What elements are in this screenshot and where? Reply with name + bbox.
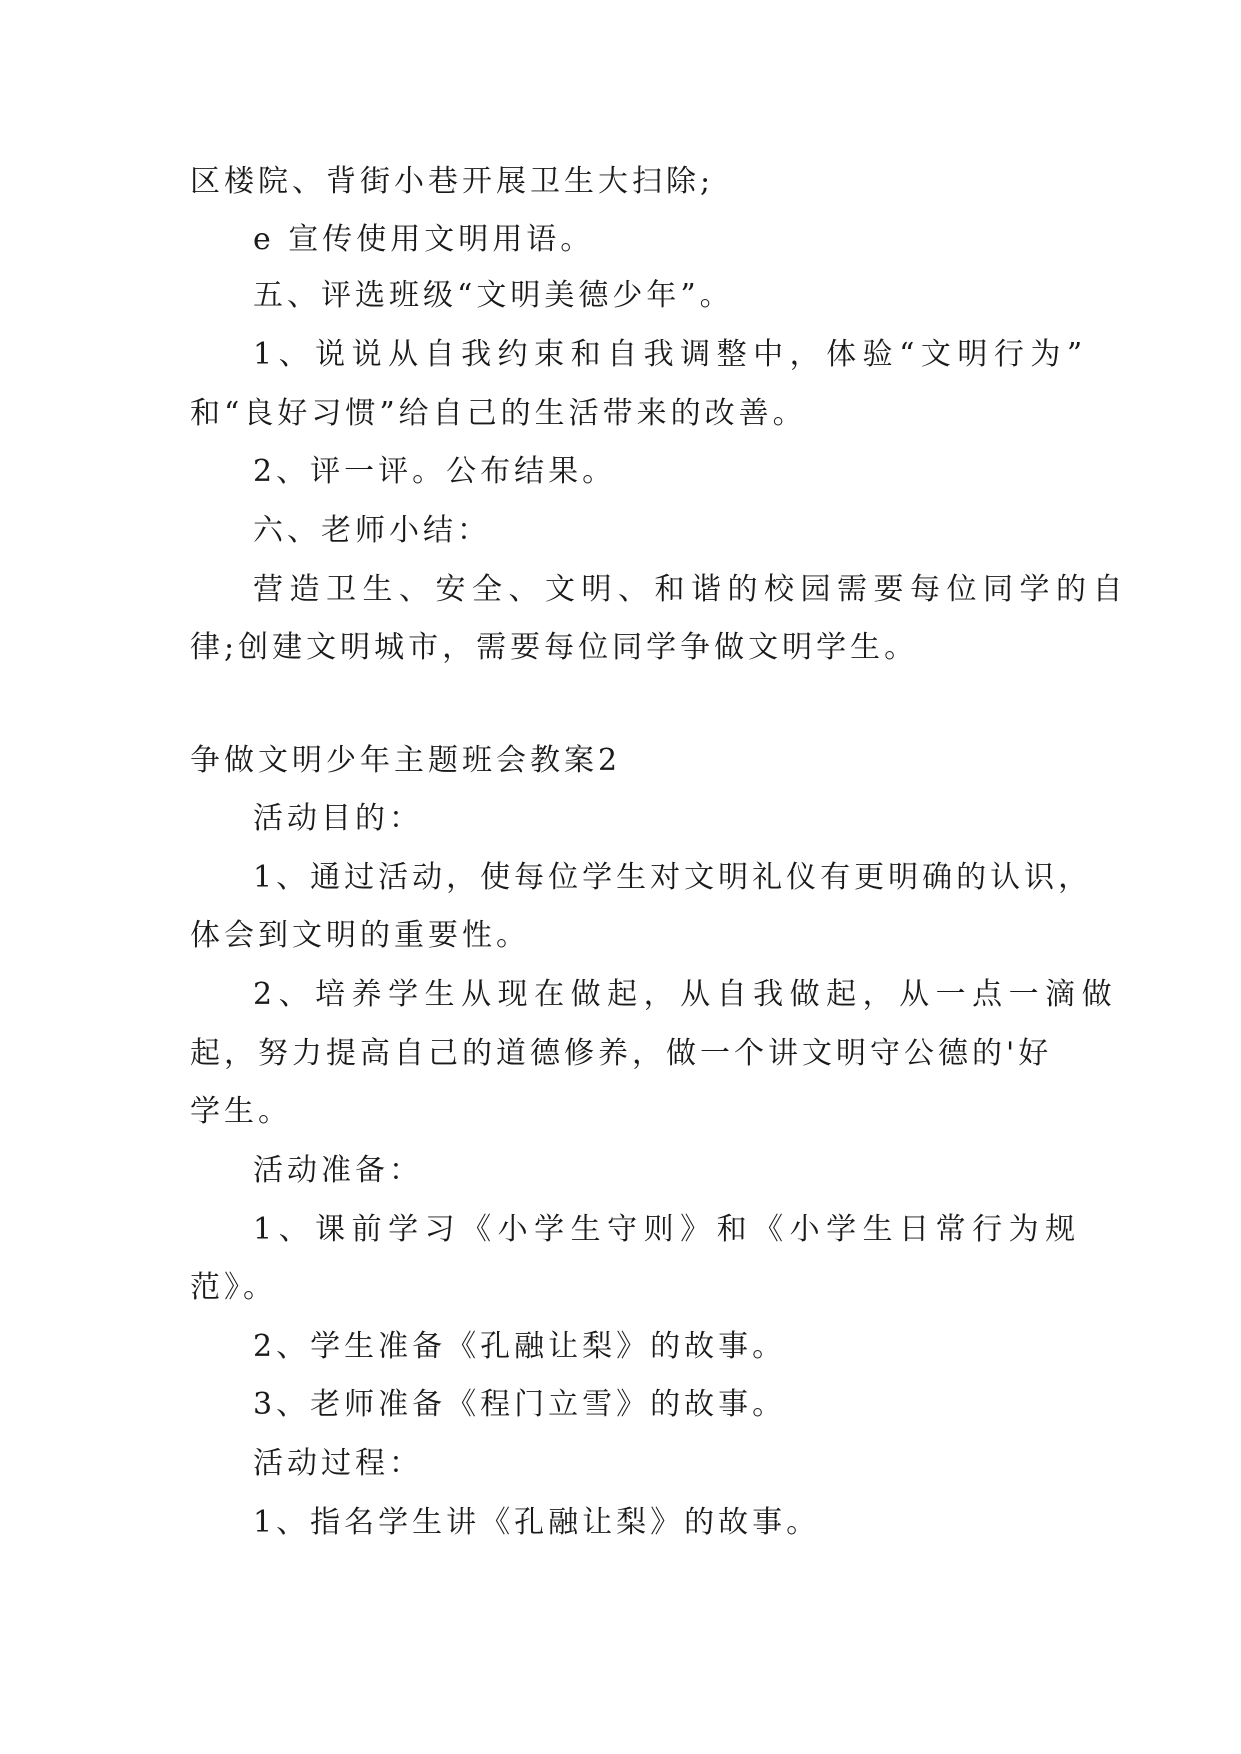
document-title: 争做文明少年主题班会教案2 (190, 743, 622, 778)
paragraph-line: 1、通过活动，使每位学生对文明礼仪有更明确的认识， (253, 860, 1093, 895)
paragraph-line: 律;创建文明城市，需要每位同学争做文明学生。 (190, 630, 919, 665)
section-heading: 活动过程： (253, 1446, 423, 1481)
paragraph-line: 营造卫生、安全、文明、和谐的校园需要每位同学的自 (253, 572, 1129, 607)
paragraph-line: 2、培养学生从现在做起，从自我做起，从一点一滴做 (253, 977, 1119, 1012)
paragraph-line: 和“良好习惯”给自己的生活带来的改善。 (190, 396, 807, 431)
paragraph-line: 起，努力提高自己的道德修养，做一个讲文明守公德的'好 (190, 1036, 1053, 1071)
paragraph-line: 学生。 (190, 1094, 292, 1129)
section-heading: 活动准备： (253, 1153, 423, 1188)
paragraph-line: 1、说说从自我约束和自我调整中，体验“文明行为” (253, 337, 1089, 372)
paragraph-line: e 宣传使用文明用语。 (253, 222, 595, 257)
paragraph-line: 2、学生准备《孔融让梨》的故事。 (253, 1329, 787, 1364)
paragraph-line: 体会到文明的重要性。 (190, 918, 530, 953)
section-heading: 活动目的： (253, 801, 423, 836)
paragraph-line: 2、评一评。公布结果。 (253, 454, 617, 489)
paragraph-line: 区楼院、背街小巷开展卫生大扫除; (190, 164, 715, 199)
paragraph-line: 1、课前学习《小学生守则》和《小学生日常行为规 (253, 1212, 1082, 1247)
paragraph-line: 范》。 (190, 1270, 277, 1305)
paragraph-line: 3、老师准备《程门立雪》的故事。 (253, 1387, 787, 1422)
section-heading: 六、老师小结： (253, 513, 491, 548)
section-heading: 五、评选班级“文明美德少年”。 (253, 278, 734, 313)
paragraph-line: 1、指名学生讲《孔融让梨》的故事。 (253, 1505, 821, 1540)
